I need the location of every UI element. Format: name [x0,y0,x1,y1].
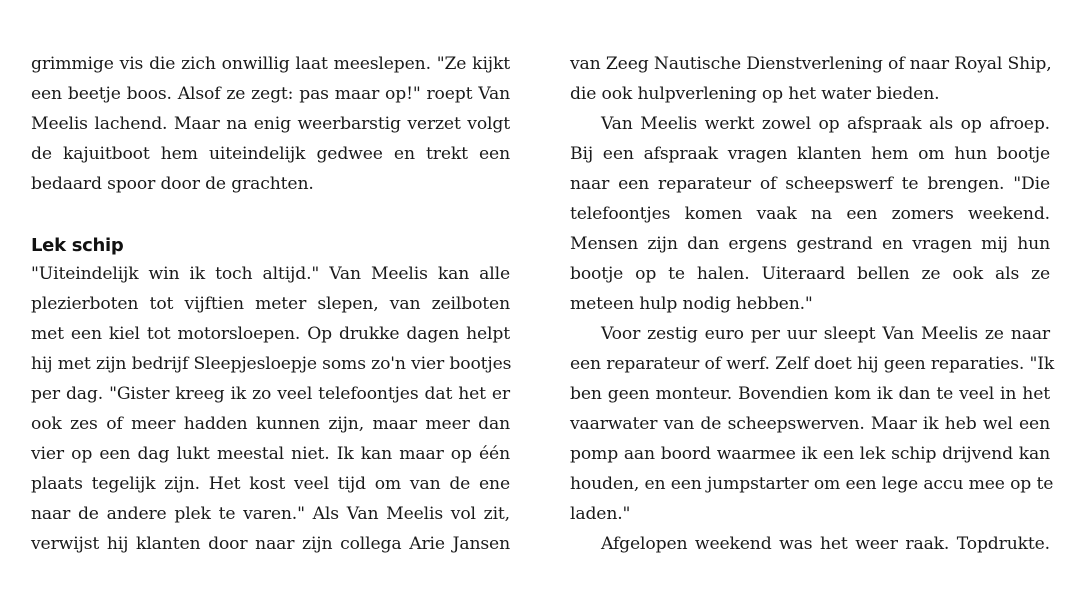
text-line: "Uiteindelijk win ik toch altijd." Van Meelis kan alle [31,264,510,284]
text-line: met een kiel tot motorsloepen. Op drukke dagen helpt [31,324,510,344]
paragraph-afspraak [570,109,1050,319]
text-line: pomp aan boord waarmee ik een lek schip drijvend kan [570,444,1050,464]
paragraph-tarief [570,319,1055,529]
text-line: ben geen monteur. Bovendien kom ik dan te veel in het [570,384,1050,404]
text-line: houden, en een jumpstarter om een lege accu mee op te [570,474,1054,494]
text-line: Afgelopen weekend was het weer raak. Topdrukte. [601,534,1050,554]
text-line: een beetje boos. Alsof ze zegt: pas maar op!" roept Van [31,84,510,104]
text-line: Voor zestig euro per uur sleept Van Meelis ze naar [601,324,1050,344]
text-line: Mensen zijn dan ergens gestrand en vragen mij hun [570,234,1050,254]
paragraph-weekend [570,529,1050,559]
paragraph-spacer [31,199,510,229]
text-line: naar een reparateur of scheepswerf te brengen. "Die [570,174,1050,194]
paragraph-uiteindelijk [31,259,510,559]
subheading: Lek schip [31,235,124,256]
paragraph-collega [570,49,1050,109]
text-line: Van Meelis werkt zowel op afspraak als op afroep. [601,114,1050,134]
right-column [570,49,1055,559]
text-line: bedaard spoor door de grachten. [31,174,314,194]
text-line: meteen hulp nodig hebben." [570,294,813,314]
text-line: de kajuitboot hem uiteindelijk gedwee en trekt een [31,144,510,164]
text-line: naar de andere plek te varen." Als Van Meelis vol zit, [31,504,510,524]
paragraph-vis [31,49,510,199]
text-line: Bij een afspraak vragen klanten hem om hun bootje [570,144,1050,164]
text-line: hij met zijn bedrijf Sleepjesloepje soms zo'n vier bootjes [31,354,512,374]
text-line: plaats tegelijk zijn. Het kost veel tijd om van de ene [31,474,510,494]
left-column [31,49,510,559]
text-line: plezierboten tot vijftien meter slepen, van zeilboten [31,294,510,314]
text-line: verwijst hij klanten door naar zijn collega Arie Jansen [31,534,510,554]
text-line: bootje op te halen. Uiteraard bellen ze ook als ze [570,264,1050,284]
text-line: telefoontjes komen vaak na een zomers weekend. [570,204,1050,224]
text-line: die ook hulpverlening op het water bieden. [570,84,940,104]
text-line: Meelis lachend. Maar na enig weerbarstig verzet volgt [31,114,510,134]
text-line: een reparateur of werf. Zelf doet hij geen reparaties. "Ik [570,354,1055,374]
text-line: van Zeeg Nautische Dienstverlening of naar Royal Ship, [570,54,1052,74]
text-line: ook zes of meer hadden kunnen zijn, maar meer dan [31,414,510,434]
text-line: vaarwater van de scheepswerven. Maar ik heb wel een [570,414,1050,434]
text-line: grimmige vis die zich onwillig laat meeslepen. "Ze kijkt [31,54,510,74]
text-line: laden." [570,504,631,524]
text-line: per dag. "Gister kreeg ik zo veel telefoontjes dat het er [31,384,510,404]
text-line: vier op een dag lukt meestal niet. Ik kan maar op één [31,444,510,464]
